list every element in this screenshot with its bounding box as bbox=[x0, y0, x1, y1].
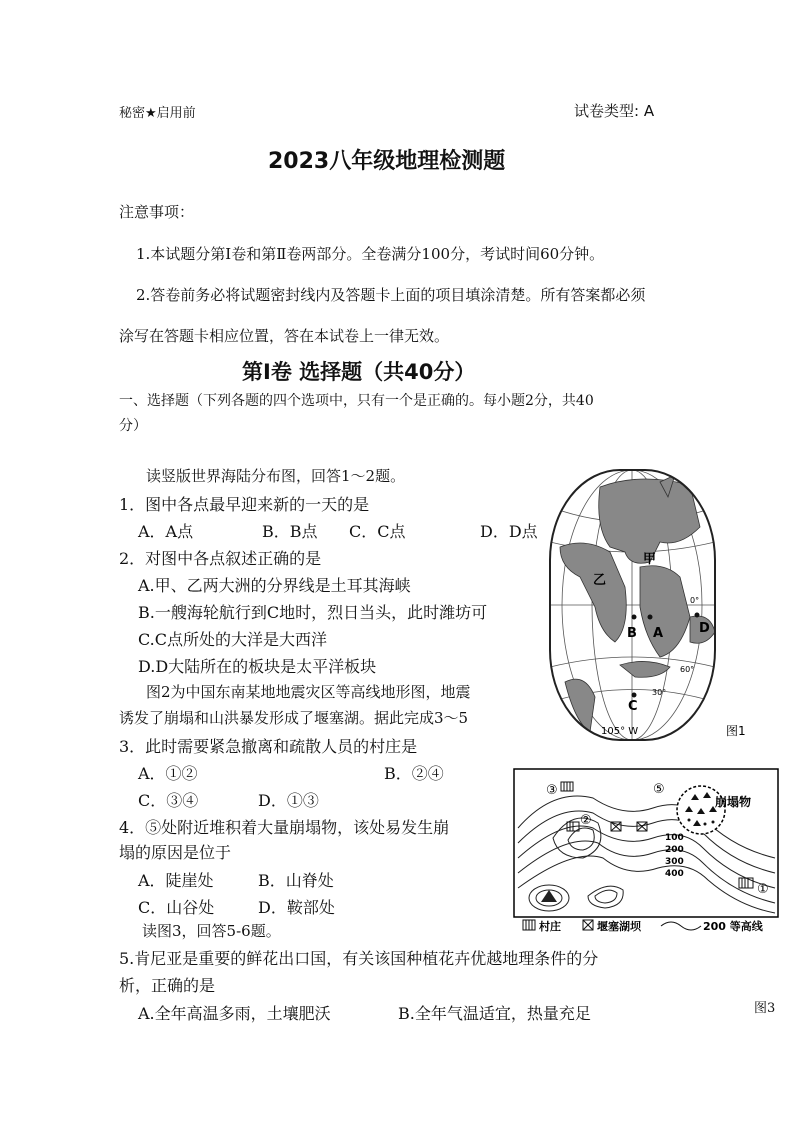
q3-option-c: C．③④ bbox=[138, 791, 199, 810]
q1-option-a: A．A点 bbox=[138, 522, 194, 541]
q5-stem-cont: 析，正确的是 bbox=[119, 976, 216, 995]
fig1-label-yi: 乙 bbox=[593, 573, 607, 588]
fig2-contour-100: 100 bbox=[665, 833, 684, 843]
q4-option-c: C．山谷处 bbox=[138, 898, 215, 917]
confidential-mark: 秘密★启用前 bbox=[119, 106, 196, 121]
fig2-village-5: ⑤ bbox=[653, 782, 665, 797]
fig1-caption: 图1 bbox=[726, 724, 746, 738]
intro-q1-2: 读竖版世界海陆分布图，回答1～2题。 bbox=[146, 467, 406, 485]
paper-type: 试卷类型: A bbox=[574, 102, 655, 120]
page-title: 2023八年级地理检测题 bbox=[268, 149, 506, 174]
fig1-label-b: B bbox=[627, 626, 637, 641]
q3-option-b: B．②④ bbox=[384, 764, 444, 783]
fig1-label-jia: 甲 bbox=[643, 552, 657, 567]
fig2-contour-400: 400 bbox=[665, 869, 684, 879]
fig1-label-105w: 105° W bbox=[601, 726, 639, 737]
q2-option-c: C.C点所处的大洋是大西洋 bbox=[138, 630, 328, 649]
q3-option-a: A．①② bbox=[138, 764, 198, 783]
q3-stem: 3．此时需要紧急撤离和疏散人员的村庄是 bbox=[119, 737, 418, 756]
fig1-label-30deg: 30° bbox=[652, 688, 667, 697]
q4-stem: 4．⑤处附近堆积着大量崩塌物，该处易发生崩 bbox=[119, 818, 450, 837]
fig1-label-0deg: 0° bbox=[690, 596, 700, 605]
fig2-legend-contour: 200 等高线 bbox=[703, 920, 763, 933]
q1-option-c: C．C点 bbox=[349, 522, 406, 541]
figure-2-contour-map bbox=[513, 768, 779, 936]
fig1-label-a: A bbox=[653, 626, 664, 641]
fig1-label-60deg: 60° bbox=[680, 665, 695, 674]
fig2-village-1: ① bbox=[757, 882, 769, 897]
part1-heading-cont: 分） bbox=[119, 418, 147, 434]
notice-heading: 注意事项： bbox=[119, 203, 195, 221]
fig2-contour-200: 200 bbox=[665, 845, 684, 855]
q4-option-b: B．山脊处 bbox=[258, 871, 334, 890]
q2-option-a: A.甲、乙两大洲的分界线是土耳其海峡 bbox=[138, 576, 411, 595]
fig2-legend-dam: 堰塞湖坝 bbox=[597, 920, 641, 933]
notice-item-2: 2.答卷前务必将试题密封线内及答题卡上面的项目填涂清楚。所有答案都必须 bbox=[136, 286, 646, 304]
q3-option-d: D．①③ bbox=[258, 791, 319, 810]
part1-heading: 一、选择题（下列各题的四个选项中，只有一个是正确的。每小题2分，共40 bbox=[119, 393, 594, 409]
fig2-village-2: ② bbox=[580, 813, 592, 828]
q4-stem-cont: 塌的原因是位于 bbox=[119, 843, 232, 862]
q4-option-a: A．陡崖处 bbox=[138, 871, 214, 890]
intro-q3-5: 图2为中国东南某地地震灾区等高线地形图，地震 bbox=[146, 683, 471, 701]
q1-stem: 1．图中各点最早迎来新的一天的是 bbox=[119, 495, 370, 514]
fig2-village-3: ③ bbox=[546, 783, 558, 798]
q4-option-d: D．鞍部处 bbox=[258, 898, 335, 917]
q5-option-a: A.全年高温多雨，土壤肥沃 bbox=[138, 1004, 331, 1023]
q1-option-d: D．D点 bbox=[480, 522, 538, 541]
fig2-contour-300: 300 bbox=[665, 857, 684, 867]
q1-option-b: B．B点 bbox=[262, 522, 318, 541]
q2-stem: 2．对图中各点叙述正确的是 bbox=[119, 549, 322, 568]
notice-item-1: 1.本试题分第Ⅰ卷和第Ⅱ卷两部分。全卷满分100分，考试时间60分钟。 bbox=[136, 245, 605, 263]
fig2-legend-village: 村庄 bbox=[539, 920, 561, 933]
q2-option-d: D.D大陆所在的板块是太平洋板块 bbox=[138, 657, 377, 676]
q5-option-b: B.全年气温适宜，热量充足 bbox=[398, 1004, 591, 1023]
q2-option-b: B.一艘海轮航行到C地时，烈日当头，此时潍坊可 bbox=[138, 603, 488, 622]
section-title: 第Ⅰ卷 选择题（共40分） bbox=[242, 360, 476, 384]
fig3-caption: 图3 bbox=[754, 1001, 776, 1016]
intro-q3-5-cont: 诱发了崩塌和山洪暴发形成了堰塞湖。据此完成3～5 bbox=[119, 709, 469, 727]
figure-1-world-map bbox=[540, 467, 772, 745]
fig2-collapse-label: 崩塌物 bbox=[715, 795, 752, 809]
fig1-label-c: C bbox=[628, 699, 638, 714]
notice-item-2-cont: 涂写在答题卡相应位置，答在本试卷上一律无效。 bbox=[119, 327, 450, 345]
fig1-label-d: D bbox=[699, 621, 710, 636]
intro-q5-6: 读图3，回答5-6题。 bbox=[142, 922, 281, 940]
q5-stem: 5.肯尼亚是重要的鲜花出口国，有关该国种植花卉优越地理条件的分 bbox=[119, 949, 599, 968]
